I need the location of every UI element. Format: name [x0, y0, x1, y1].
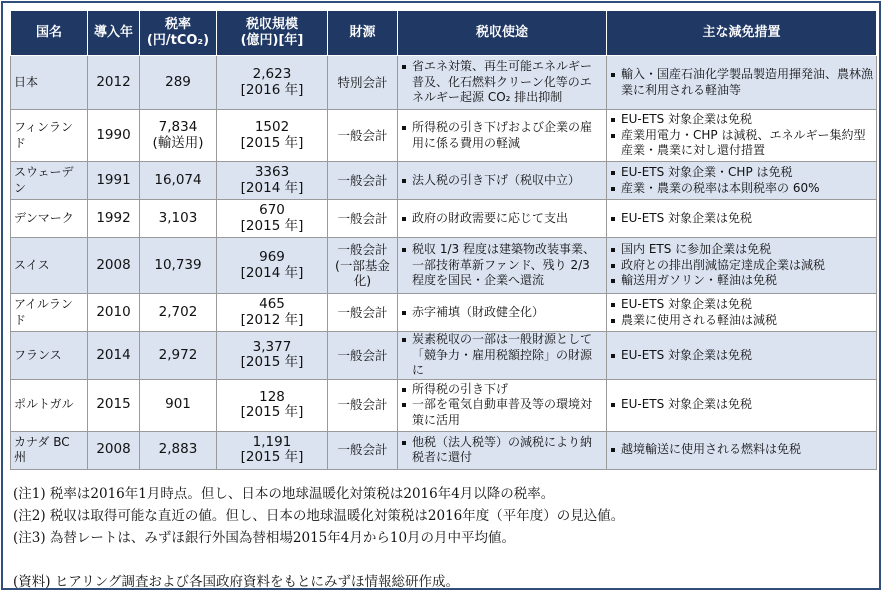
cell-rate: 7,834 (輸送用) [140, 110, 217, 162]
use-item: 一部を電気自動車普及等の環境対策に活用 [401, 397, 603, 428]
cell-source: 一般会計 [328, 200, 398, 238]
cell-uses [398, 200, 607, 238]
cell-exemptions-list [610, 165, 873, 196]
cell-uses [398, 294, 607, 332]
header-exemptions: 主な減免措置 [607, 11, 877, 56]
cell-revenue: 1502 [2015 年] [217, 110, 328, 162]
cell-country: ポルトガル [11, 379, 88, 431]
use-item: 税収 1/3 程度は建築物改装事業、一部技術革新ファンド、残り 2/3 程度を国民・企業へ還流 [401, 242, 603, 289]
header-rate: 税率 (円/tCO₂) [140, 11, 217, 56]
cell-rate: 2,702 [140, 294, 217, 332]
exemption-item: EU-ETS 対象企業は免税 [610, 397, 873, 413]
cell-source: 一般会計 [328, 162, 398, 200]
table-row [11, 332, 877, 380]
cell-year: 1990 [88, 110, 140, 162]
cell-country: スウェーデン [11, 162, 88, 200]
cell-exemptions [607, 110, 877, 162]
use-item: 他税（法人税等）の減税により納税者に還付 [401, 435, 603, 466]
cell-uses-list [401, 120, 603, 151]
exemption-item: EU-ETS 対象企業は免税 [610, 211, 873, 227]
table-row [11, 200, 877, 238]
exemption-item: 農業に使用される軽油は減税 [610, 313, 873, 329]
cell-exemptions [607, 162, 877, 200]
cell-revenue: 128 [2015 年] [217, 379, 328, 431]
exemption-item: EU-ETS 対象企業・CHP は免税 [610, 165, 873, 181]
exemption-item: 越境輸送に使用される燃料は免税 [610, 442, 873, 458]
cell-revenue: 969 [2014 年] [217, 238, 328, 294]
cell-year: 1992 [88, 200, 140, 238]
carbon-tax-table [10, 10, 877, 470]
table-row [11, 431, 877, 469]
notes-block [13, 483, 624, 549]
cell-exemptions [607, 238, 877, 294]
cell-uses [398, 431, 607, 469]
table-row [11, 238, 877, 294]
cell-uses [398, 56, 607, 110]
cell-uses [398, 379, 607, 431]
cell-rate: 289 [140, 56, 217, 110]
cell-revenue: 3363 [2014 年] [217, 162, 328, 200]
cell-country: フランス [11, 332, 88, 380]
cell-year: 2010 [88, 294, 140, 332]
cell-exemptions-list [610, 242, 873, 289]
cell-year: 2012 [88, 56, 140, 110]
table-row [11, 294, 877, 332]
note-2: (注2) 税収は取得可能な直近の値。但し、日本の地球温暖化対策税は2016年度（平年度）の見込値。 [13, 508, 625, 524]
header-row [11, 11, 877, 56]
cell-rate: 3,103 [140, 200, 217, 238]
note-1: (注1) 税率は2016年1月時点。但し、日本の地球温暖化対策税は2016年4月以降の税率。 [13, 486, 555, 502]
header-source: 財源 [328, 11, 398, 56]
cell-revenue: 1,191 [2015 年] [217, 431, 328, 469]
cell-country: デンマーク [11, 200, 88, 238]
cell-year: 2015 [88, 379, 140, 431]
cell-uses-list [401, 211, 603, 227]
header-revenue: 税収規模 (億円)[年] [217, 11, 328, 56]
table-body [11, 56, 877, 470]
use-item: 炭素税収の一部は一般財源として「競争力・雇用税額控除」の財源に [401, 332, 603, 379]
exemption-item: 産業用電力・CHP は減税、エネルギー集約型産業・農業に対し還付措置 [610, 128, 873, 159]
cell-exemptions [607, 332, 877, 380]
exemption-item: 産業・農業の税率は本則税率の 60% [610, 181, 873, 197]
use-item: 所得税の引き下げ [401, 382, 603, 398]
cell-source: 一般会計 [328, 332, 398, 380]
cell-revenue: 670 [2015 年] [217, 200, 328, 238]
cell-exemptions [607, 379, 877, 431]
cell-exemptions-list [610, 442, 873, 458]
note-3: (注3) 為替レートは、みずほ銀行外国為替相場2015年4月から10月の月中平均値。 [13, 530, 516, 546]
use-item: 赤字補填（財政健全化） [401, 305, 603, 321]
cell-rate: 16,074 [140, 162, 217, 200]
cell-uses-list [401, 305, 603, 321]
cell-uses-list [401, 59, 603, 106]
exemption-item: EU-ETS 対象企業は免税 [610, 112, 873, 128]
header-uses: 税収使途 [398, 11, 607, 56]
cell-country: フィンランド [11, 110, 88, 162]
source-note: (資料) ヒアリング調査および各国政府資料をもとにみずほ情報総研作成。 [13, 574, 460, 590]
cell-uses-list [401, 242, 603, 289]
cell-uses [398, 110, 607, 162]
exemption-item: 輸入・国産石油化学製品製造用揮発油、農林漁業に利用される軽油等 [610, 67, 873, 98]
table-row [11, 56, 877, 110]
table-row [11, 162, 877, 200]
table-row [11, 379, 877, 431]
cell-year: 2008 [88, 431, 140, 469]
cell-uses-list [401, 435, 603, 466]
exemption-item: 政府との排出削減協定達成企業は減税 [610, 258, 873, 274]
cell-rate: 2,883 [140, 431, 217, 469]
cell-uses-list [401, 332, 603, 379]
header-country: 国名 [11, 11, 88, 56]
exemption-item: 国内 ETS に参加企業は免税 [610, 242, 873, 258]
cell-rate: 2,972 [140, 332, 217, 380]
use-item: 法人税の引き下げ（税収中立） [401, 173, 603, 189]
cell-exemptions [607, 294, 877, 332]
cell-exemptions-list [610, 211, 873, 227]
cell-country: 日本 [11, 56, 88, 110]
cell-source: 一般会計 [328, 379, 398, 431]
cell-country: カナダ BC 州 [11, 431, 88, 469]
cell-uses [398, 332, 607, 380]
cell-uses [398, 162, 607, 200]
table-row [11, 110, 877, 162]
cell-uses-list [401, 382, 603, 429]
cell-source: 特別会計 [328, 56, 398, 110]
cell-year: 2008 [88, 238, 140, 294]
cell-uses-list [401, 173, 603, 189]
cell-revenue: 465 [2012 年] [217, 294, 328, 332]
cell-year: 2014 [88, 332, 140, 380]
cell-exemptions [607, 56, 877, 110]
document-frame [1, 1, 881, 590]
exemption-item: EU-ETS 対象企業は免税 [610, 348, 873, 364]
cell-exemptions-list [610, 348, 873, 364]
exemption-item: 輸送用ガソリン・軽油は免税 [610, 273, 873, 289]
cell-exemptions-list [610, 112, 873, 159]
cell-country: アイルランド [11, 294, 88, 332]
cell-rate: 901 [140, 379, 217, 431]
cell-exemptions-list [610, 297, 873, 328]
cell-exemptions-list [610, 397, 873, 413]
header-year: 導入年 [88, 11, 140, 56]
cell-source: 一般会計 [328, 294, 398, 332]
cell-source: 一般会計 [328, 110, 398, 162]
cell-rate: 10,739 [140, 238, 217, 294]
cell-exemptions-list [610, 67, 873, 98]
cell-uses [398, 238, 607, 294]
cell-revenue: 3,377 [2015 年] [217, 332, 328, 380]
cell-exemptions [607, 200, 877, 238]
cell-source: 一般会計 (一部基金化) [328, 238, 398, 294]
exemption-item: EU-ETS 対象企業は免税 [610, 297, 873, 313]
cell-year: 1991 [88, 162, 140, 200]
cell-source: 一般会計 [328, 431, 398, 469]
use-item: 政府の財政需要に応じて支出 [401, 211, 603, 227]
use-item: 所得税の引き下げおよび企業の雇用に係る費用の軽減 [401, 120, 603, 151]
cell-country: スイス [11, 238, 88, 294]
use-item: 省エネ対策、再生可能エネルギー普及、化石燃料クリーン化等のエネルギー起源 CO₂ 排出抑制 [401, 59, 603, 106]
cell-revenue: 2,623 [2016 年] [217, 56, 328, 110]
cell-exemptions [607, 431, 877, 469]
